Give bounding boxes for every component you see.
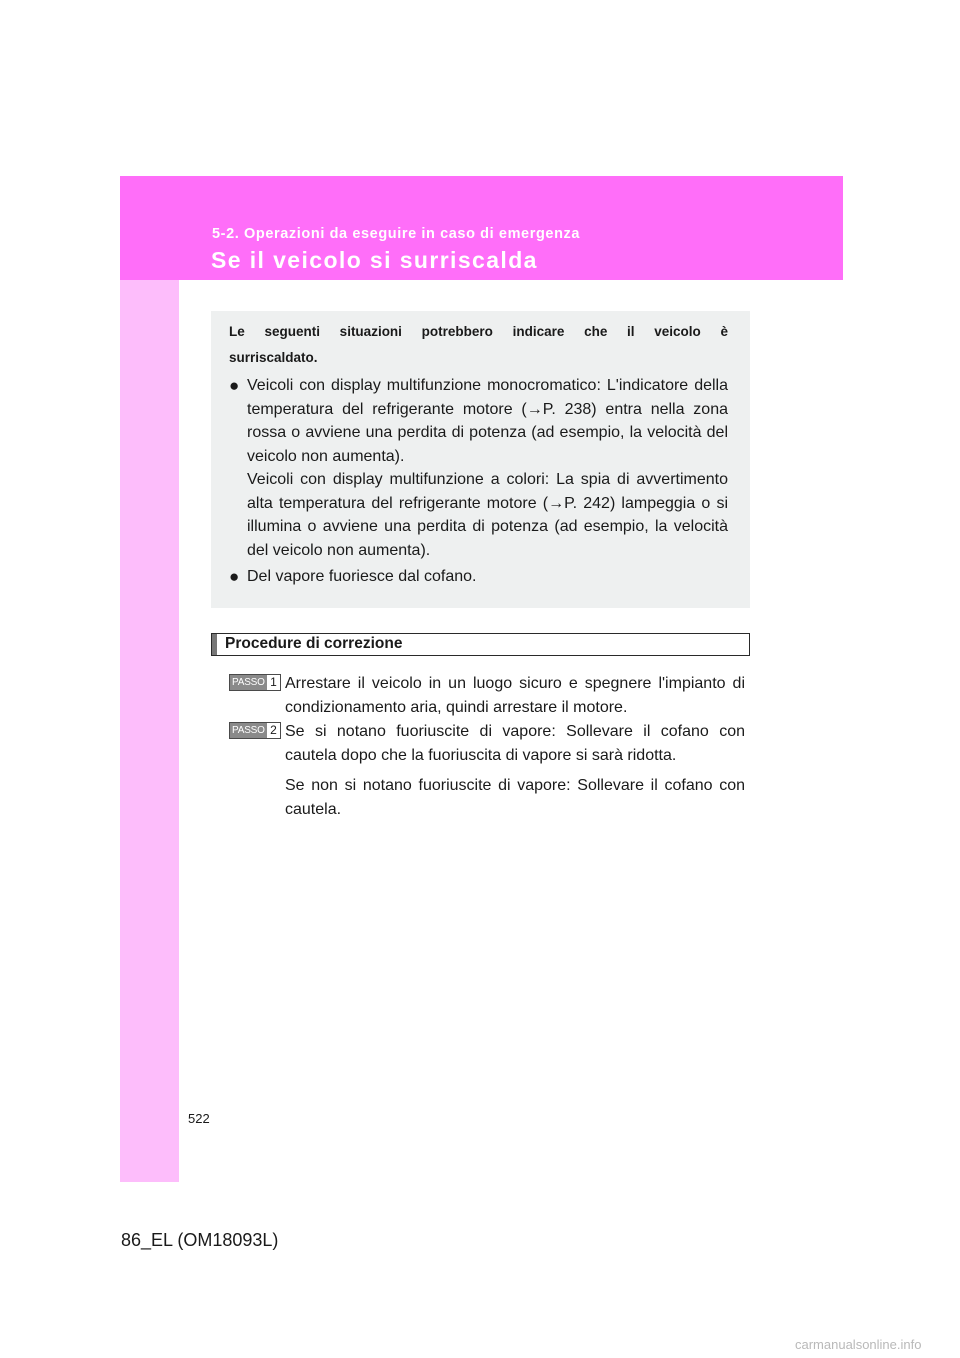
step-badge-number: 1: [270, 675, 277, 689]
heading-marker: [212, 634, 217, 655]
step-2-text: [285, 720, 745, 821]
step-1-text: [285, 672, 745, 719]
bullet-paragraph: Veicoli con display multifunzione a colori: La spia di avvertimento alta temperatura del refrigerante motore (→P. 242) lampeggia o si illumina o avviene una perdita di potenza (ad esempio, la velocità del veicolo non aumenta).: [247, 471, 728, 559]
step-badge-label: PASSO: [232, 677, 265, 688]
step-badge-label: PASSO: [232, 725, 265, 736]
step-1-badge: [229, 674, 281, 691]
step-paragraph: Arrestare il veicolo in un luogo sicuro e spegnere l'impianto di condizionamento aria, quindi arrestare il motore.: [285, 675, 745, 716]
bullet-paragraph: Veicoli con display multifunzione monocromatico: L'indicatore della temperatura del refrigerante motore (→P. 238) entra nella zona rossa o avviene una perdita di potenza (ad esempio, la velocità del veicolo non aumenta).: [247, 377, 728, 465]
step-paragraph: Se non si notano fuoriuscite di vapore: Sollevare il cofano con cautela.: [285, 777, 745, 818]
bullet-paragraph: Del vapore fuoriesce dal cofano.: [247, 568, 477, 585]
watermark: carmanualsonline.info: [795, 1337, 922, 1352]
bullet-dot-icon: ●: [229, 567, 240, 586]
document-code: 86_EL (OM18093L): [121, 1230, 279, 1250]
step-2-badge: [229, 722, 281, 739]
bullet-dot-icon: ●: [229, 376, 240, 395]
bullet-text: [247, 374, 728, 562]
step-paragraph: Se si notano fuoriuscite di vapore: Sollevare il cofano con cautela dopo che la fuoriuscita di vapore si sarà ridotta.: [285, 723, 745, 764]
page-title: Se il veicolo si surriscalda: [211, 247, 538, 273]
side-tab-strip: [120, 176, 179, 1182]
summary-intro: Le seguenti situazioni potrebbero indicare che il veicolo è surriscaldato.: [229, 324, 728, 365]
procedure-heading: [211, 633, 750, 656]
page-number: 522: [188, 1111, 210, 1126]
procedure-heading-text: Procedure di correzione: [225, 635, 403, 652]
bullet-text: [247, 565, 728, 589]
section-label: 5-2. Operazioni da eseguire in caso di emergenza: [212, 226, 581, 242]
step-badge-number: 2: [270, 723, 277, 737]
